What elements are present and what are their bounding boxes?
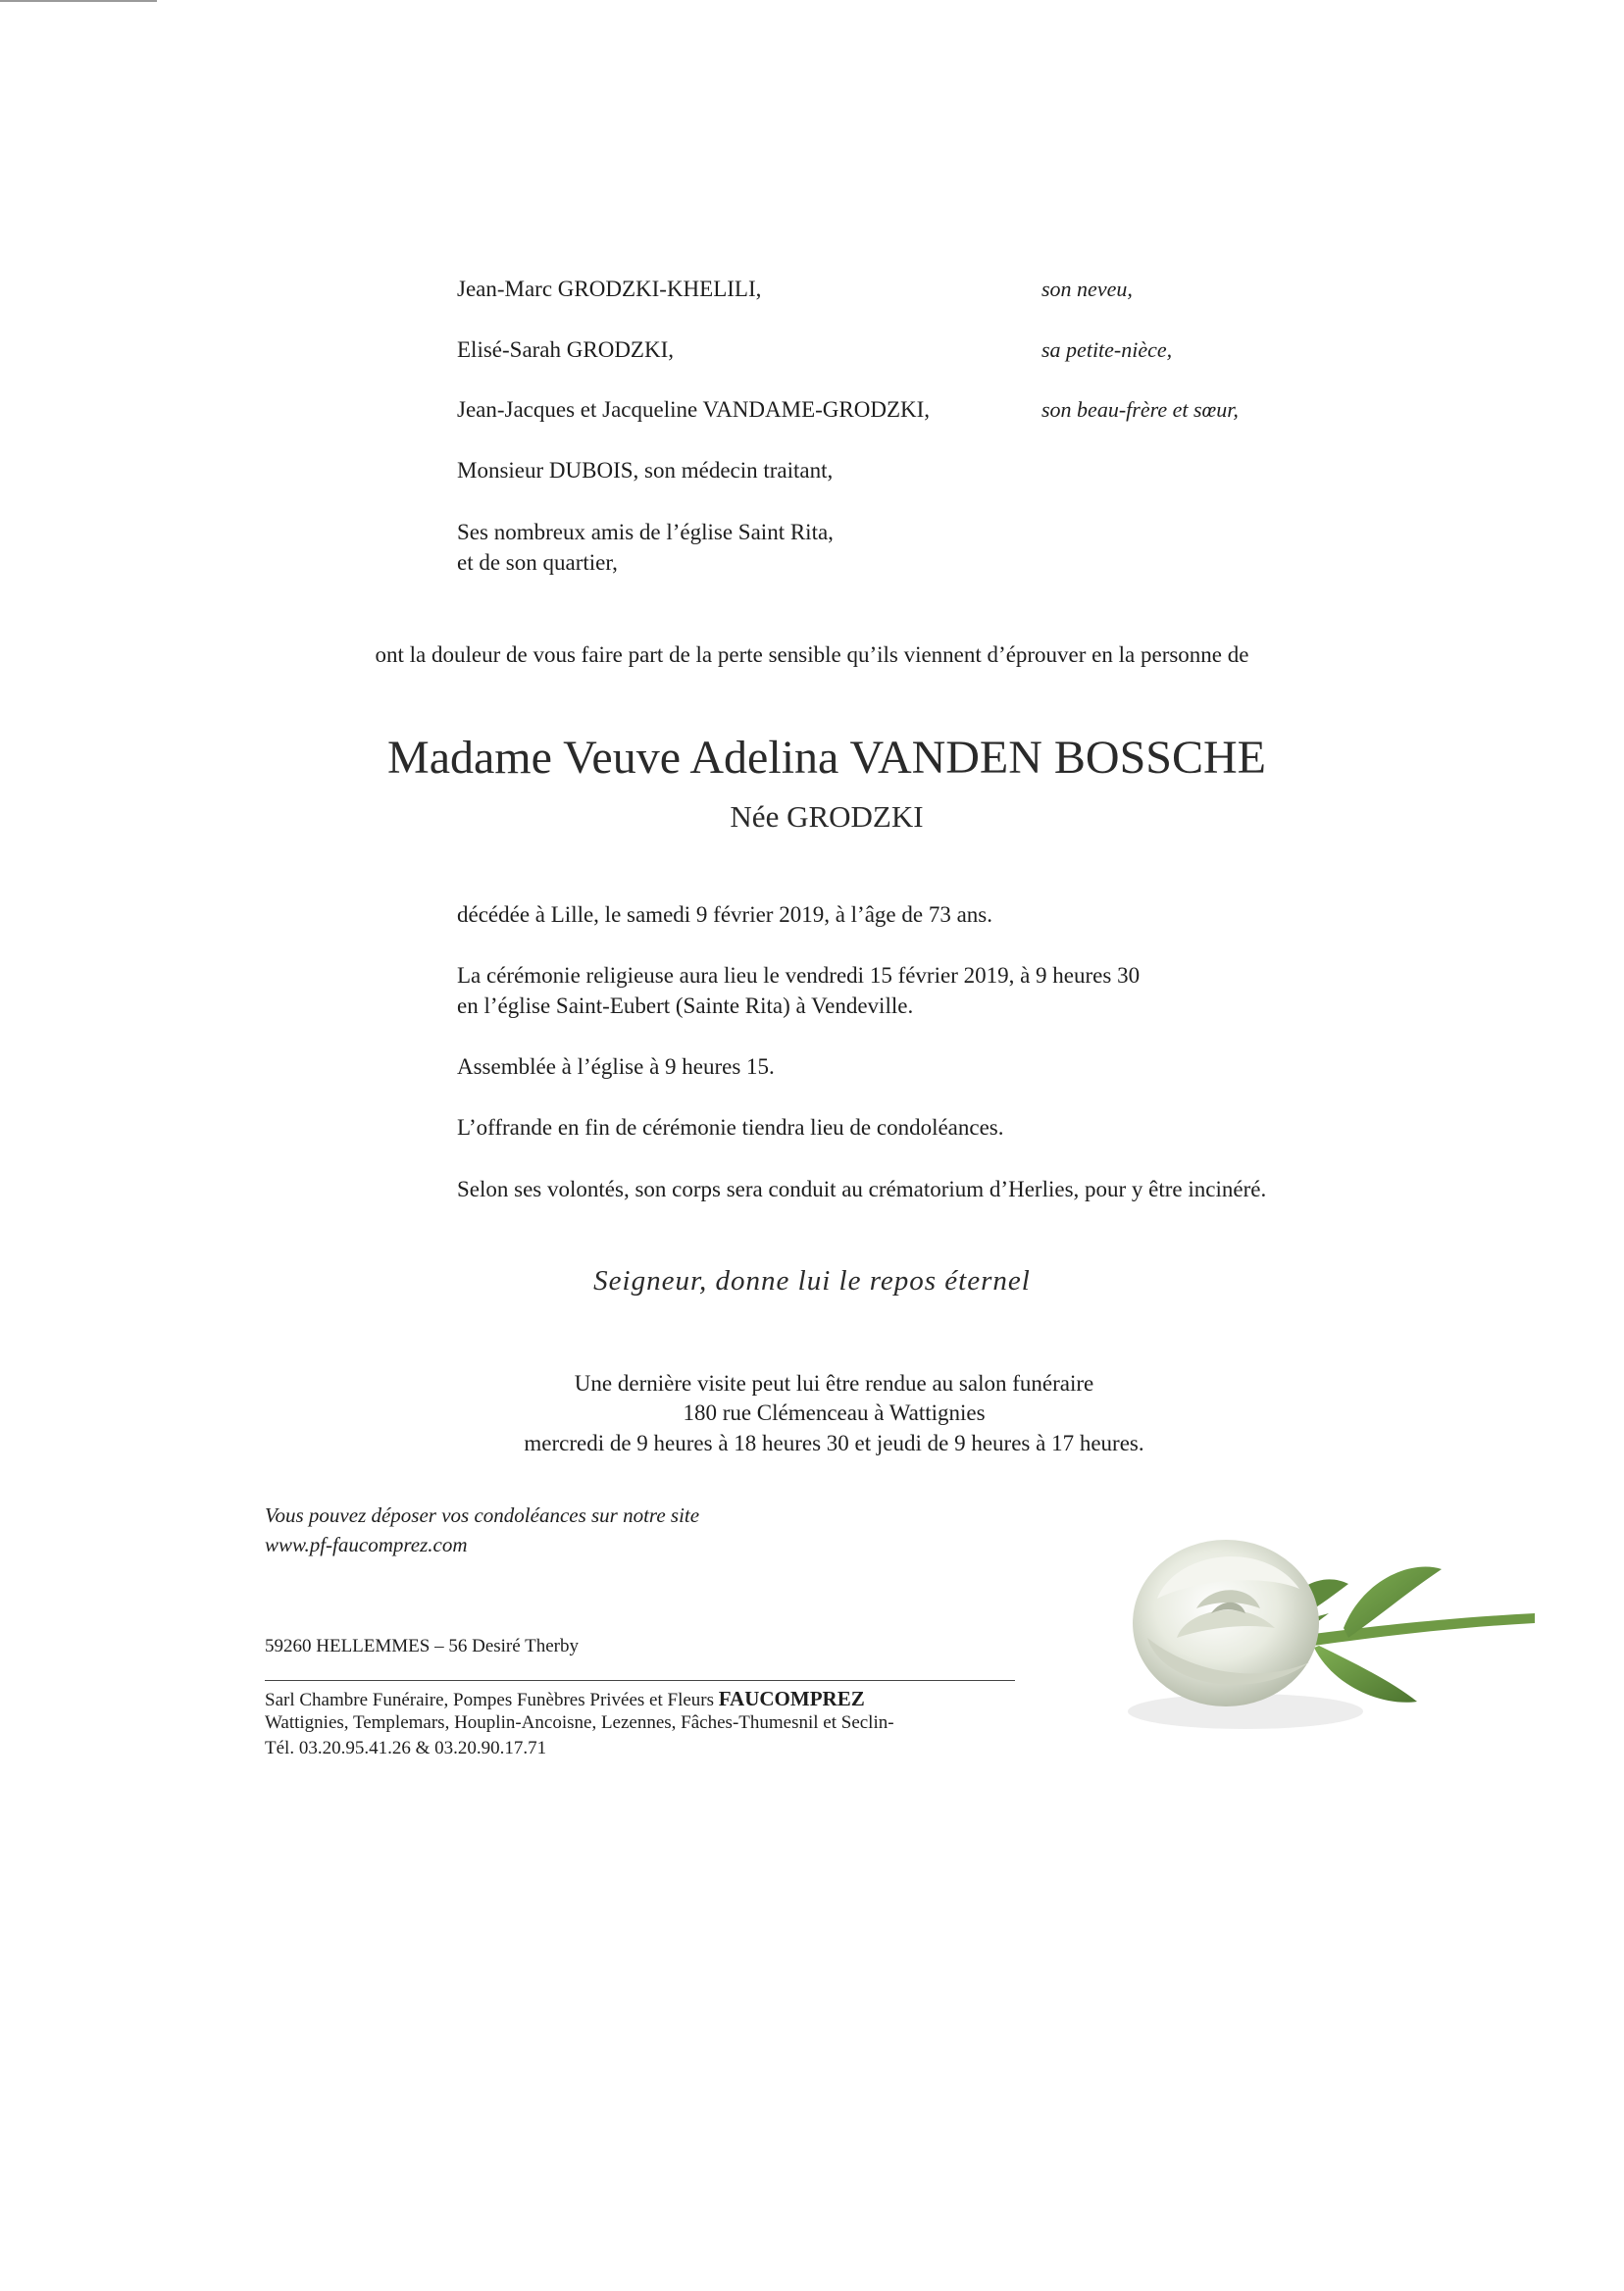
ceremony-location: en l’église Saint-Eubert (Sainte Rita) à Vendeville.: [457, 993, 914, 1018]
cremation-note: Selon ses volontés, son corps sera conduit au crématorium d’Herlies, pour y être incinéré.: [457, 1177, 1267, 1201]
funeral-home-address: 59260 HELLEMMES – 56 Desiré Therby: [265, 1636, 579, 1656]
family-member-name: Monsieur DUBOIS, son médecin traitant,: [457, 458, 834, 483]
family-member-relation: sa petite-nièce,: [1041, 337, 1173, 362]
family-member-name: Jean-Marc GRODZKI-KHELILI,: [457, 277, 762, 301]
condolences-url: www.pf-faucomprez.com: [265, 1533, 468, 1556]
company-description: Sarl Chambre Funéraire, Pompes Funèbres Privées et Fleurs: [265, 1690, 719, 1710]
white-rose-icon: [1118, 1491, 1540, 1746]
deceased-birth-name: Née GRODZKI: [730, 799, 924, 834]
death-details: décédée à Lille, le samedi 9 février 2019, à l’âge de 73 ans.: [457, 902, 993, 927]
announcement-text: ont la douleur de vous faire part de la perte sensible qu’ils viennent d’éprouver en la personne de: [375, 642, 1249, 667]
company-phone: Tél. 03.20.95.41.26 & 03.20.90.17.71: [265, 1738, 547, 1758]
assembly-time: Assemblée à l’église à 9 heures 15.: [457, 1054, 775, 1079]
deceased-name: Madame Veuve Adelina VANDEN BOSSCHE: [387, 732, 1266, 784]
condolences-text: Vous pouvez déposer vos condoléances sur notre site: [265, 1503, 700, 1527]
ceremony-details: La cérémonie religieuse aura lieu le vendredi 15 février 2019, à 9 heures 30: [457, 963, 1141, 988]
visit-hours: mercredi de 9 heures à 18 heures 30 et jeudi de 9 heures à 17 heures.: [524, 1431, 1144, 1455]
visit-info: Une dernière visite peut lui être rendue au salon funéraire: [574, 1371, 1094, 1396]
family-member-relation: son beau-frère et sœur,: [1041, 397, 1239, 422]
footer-divider: [265, 1680, 1015, 1681]
scan-edge-line: [0, 0, 157, 2]
prayer-line: Seigneur, donne lui le repos éternel: [593, 1265, 1031, 1297]
visit-address: 180 rue Clémenceau à Wattignies: [683, 1400, 986, 1425]
company-brand: FAUCOMPREZ: [718, 1687, 865, 1710]
family-member-name: Jean-Jacques et Jacqueline VANDAME-GRODZKI,: [457, 397, 931, 422]
family-member-name-continued: et de son quartier,: [457, 550, 618, 575]
family-member-relation: son neveu,: [1041, 277, 1133, 301]
company-locations: Wattignies, Templemars, Houplin-Ancoisne, Lezennes, Fâches-Thumesnil et Seclin-: [265, 1712, 894, 1733]
company-line: [265, 1687, 865, 1711]
family-member-name: Ses nombreux amis de l’église Saint Rita,: [457, 520, 834, 544]
offering-note: L’offrande en fin de cérémonie tiendra lieu de condoléances.: [457, 1115, 1004, 1140]
family-member-name: Elisé-Sarah GRODZKI,: [457, 337, 675, 362]
